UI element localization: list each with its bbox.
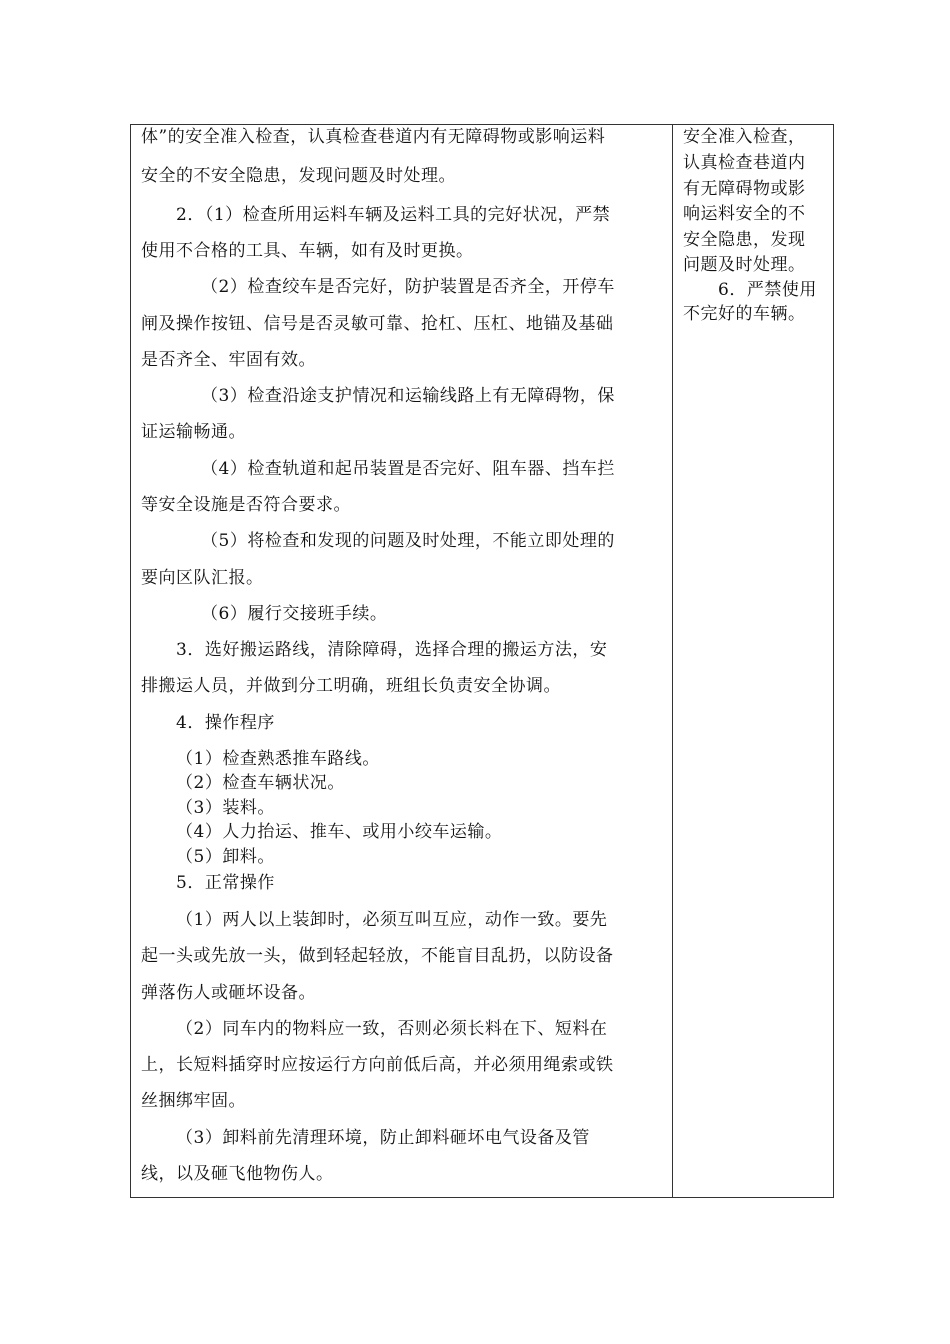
text-line: 是否齐全、牢固有效。 — [141, 350, 316, 370]
document-table — [130, 124, 834, 1198]
note-line: 不完好的车辆。 — [683, 304, 806, 324]
text-line: 闸及操作按钮、信号是否灵敏可靠、抢杠、压杠、地锚及基础 — [141, 314, 614, 334]
text-line: 排搬运人员，并做到分工明确，班组长负责安全协调。 — [141, 676, 561, 696]
text-line: 丝捆绑牢固。 — [141, 1091, 246, 1111]
text-line: 体”的安全准入检查，认真检查巷道内有无障碍物或影响运料 — [141, 127, 606, 147]
text-line: （3）检查沿途支护情况和运输线路上有无障碍物，保 — [201, 386, 615, 406]
text-line: （4）检查轨道和起吊装置是否完好、阻车器、挡车拦 — [201, 459, 615, 479]
text-line: （5）卸料。 — [176, 847, 275, 867]
text-line: 2．（1）检查所用运料车辆及运料工具的完好状况，严禁 — [176, 205, 611, 225]
note-line: 6．严禁使用 — [718, 280, 817, 300]
text-line: （5）将检查和发现的问题及时处理，不能立即处理的 — [201, 531, 615, 551]
text-line: （2）检查车辆状况。 — [176, 773, 345, 793]
text-line: （1）检查熟悉推车路线。 — [176, 749, 380, 769]
text-line: 要向区队汇报。 — [141, 568, 264, 588]
text-line: （2）同车内的物料应一致，否则必须长料在下、短料在 — [176, 1019, 608, 1039]
note-line: 安全准入检查， — [683, 127, 806, 147]
text-line: （3）卸料前先清理环境，防止卸料砸坏电气设备及管 — [176, 1128, 590, 1148]
text-line: 安全的不安全隐患，发现问题及时处理。 — [141, 166, 456, 186]
text-line: （2）检查绞车是否完好，防护装置是否齐全，开停车 — [201, 277, 615, 297]
text-line: 3．选好搬运路线，清除障碍，选择合理的搬运方法，安 — [176, 640, 608, 660]
text-line: 使用不合格的工具、车辆，如有及时更换。 — [141, 241, 474, 261]
text-line: 弹落伤人或砸坏设备。 — [141, 983, 316, 1003]
left-column — [131, 125, 672, 1197]
text-line: 5．正常操作 — [176, 873, 275, 893]
text-line: 起一头或先放一头，做到轻起轻放，不能盲目乱扔，以防设备 — [141, 946, 614, 966]
text-line: （3）装料。 — [176, 798, 275, 818]
text-line: 证运输畅通。 — [141, 422, 246, 442]
text-line: （4）人力抬运、推车、或用小绞车运输。 — [176, 822, 503, 842]
text-line: （1）两人以上装卸时，必须互叫互应，动作一致。要先 — [176, 910, 608, 930]
text-line: 4．操作程序 — [176, 713, 275, 733]
right-column — [673, 125, 835, 1197]
note-line: 有无障碍物或影 — [683, 179, 806, 199]
note-line: 认真检查巷道内 — [683, 153, 806, 173]
text-line: 线，以及砸飞他物伤人。 — [141, 1164, 334, 1184]
note-line: 问题及时处理。 — [683, 255, 806, 275]
text-line: 上，长短料插穿时应按运行方向前低后高，并必须用绳索或铁 — [141, 1055, 614, 1075]
note-line: 安全隐患，发现 — [683, 230, 806, 250]
text-line: （6）履行交接班手续。 — [201, 604, 388, 624]
note-line: 响运料安全的不 — [683, 204, 806, 224]
text-line: 等安全设施是否符合要求。 — [141, 495, 351, 515]
